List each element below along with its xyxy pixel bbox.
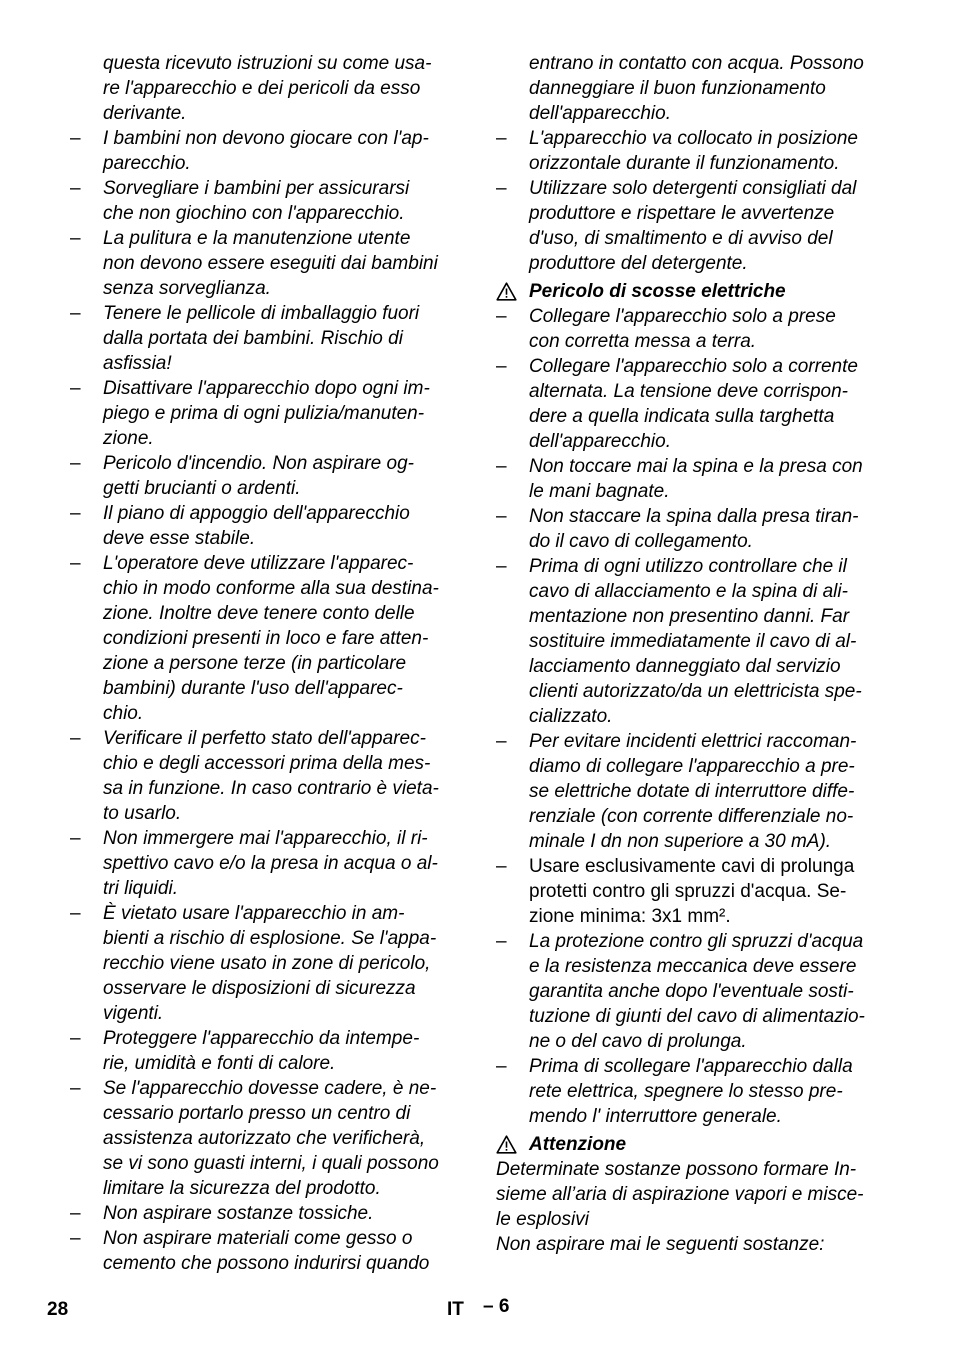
- list-item: [70, 826, 465, 901]
- list-bullet-dash: –: [70, 1203, 81, 1224]
- text-line: Se l'apparecchio dovesse cadere, è ne-: [103, 1078, 437, 1099]
- text-line: Utilizzare solo detergenti consigliati dal: [529, 178, 857, 199]
- text-line: mendo l' interruttore generale.: [529, 1106, 782, 1127]
- list-bullet-dash: –: [496, 506, 507, 527]
- text-line: dalla portata dei bambini. Rischio di: [103, 328, 403, 349]
- list-bullet-dash: –: [70, 1028, 81, 1049]
- text-line: tri liquidi.: [103, 878, 178, 899]
- text-line: sieme all’aria di aspirazione vapori e misce-: [496, 1184, 864, 1205]
- list-item: [496, 304, 896, 354]
- list-bullet-dash: –: [70, 378, 81, 399]
- text-line: le esplosivi: [496, 1209, 589, 1230]
- text-line: dell'apparecchio.: [529, 103, 671, 124]
- continuation-text: [496, 51, 896, 126]
- language-code: IT: [447, 1299, 464, 1320]
- text-line: Non immergere mai l'apparecchio, il ri-: [103, 828, 428, 849]
- list-bullet-dash: –: [70, 128, 81, 149]
- text-line: È vietato usare l'apparecchio in am-: [103, 903, 405, 924]
- text-line: questa ricevuto istruzioni su come usa-: [103, 53, 432, 74]
- list-item: [70, 726, 465, 826]
- page-number: 28: [47, 1299, 69, 1320]
- text-line: cessario portarlo presso un centro di: [103, 1103, 411, 1124]
- text-line: deve esse stabile.: [103, 528, 256, 549]
- text-line: rie, umidità e fonti di calore.: [103, 1053, 336, 1074]
- text-line: lacciamento danneggiato dal servizio: [529, 656, 841, 677]
- text-line: garantita anche dopo l'eventuale sosti-: [529, 981, 854, 1002]
- list-item: [496, 554, 896, 729]
- text-line: Usare esclusivamente cavi di prolunga: [529, 856, 855, 877]
- list-bullet-dash: –: [496, 356, 507, 377]
- heading-text: Pericolo di scosse elettriche: [529, 281, 786, 302]
- text-line: non devono essere eseguiti dai bambini: [103, 253, 438, 274]
- text-line: cemento che possono indurirsi quando: [103, 1253, 430, 1274]
- list-item: [496, 126, 896, 176]
- text-line: L'operatore deve utilizzare l'apparec-: [103, 553, 414, 574]
- text-line: renziale (con corrente differenziale no-: [529, 806, 854, 827]
- text-line: se vi sono guasti interni, i quali possono: [103, 1153, 439, 1174]
- text-line: Disattivare l'apparecchio dopo ogni im-: [103, 378, 430, 399]
- text-line: Verificare il perfetto stato dell'apparec-: [103, 728, 426, 749]
- text-line: osservare le disposizioni di sicurezza: [103, 978, 416, 999]
- list-bullet-dash: –: [496, 178, 507, 199]
- list-bullet-dash: –: [70, 728, 81, 749]
- list-item: [70, 1026, 465, 1076]
- text-line: piego e prima di ogni pulizia/manuten-: [103, 403, 425, 424]
- text-line: mentazione non presentino danni. Far: [529, 606, 850, 627]
- text-line: che non giochino con l'apparecchio.: [103, 203, 405, 224]
- continuation-text: [70, 51, 465, 126]
- text-line: chio e degli accessori prima della mes-: [103, 753, 431, 774]
- list-item: [70, 451, 465, 501]
- text-line: asfissia!: [103, 353, 172, 374]
- text-line: le mani bagnate.: [529, 481, 670, 502]
- heading-text: Attenzione: [529, 1134, 627, 1155]
- list-bullet-dash: –: [70, 903, 81, 924]
- text-line: tuzione di giunti del cavo di alimentazio-: [529, 1006, 865, 1027]
- list-item: [70, 301, 465, 376]
- warning-triangle-icon: [496, 282, 517, 301]
- list-item: [70, 501, 465, 551]
- list-item: [70, 376, 465, 451]
- text-line: Non aspirare materiali come gesso o: [103, 1228, 413, 1249]
- list-bullet-dash: –: [496, 1056, 507, 1077]
- safety-list: [496, 126, 896, 276]
- list-item: [70, 126, 465, 176]
- list-bullet-dash: –: [496, 931, 507, 952]
- list-bullet-dash: –: [70, 178, 81, 199]
- list-item: [70, 176, 465, 226]
- list-bullet-dash: –: [496, 556, 507, 577]
- left-column: [70, 51, 465, 1276]
- list-item: [496, 354, 896, 454]
- list-item: [496, 176, 896, 276]
- text-line: con corretta messa a terra.: [529, 331, 757, 352]
- text-line: zione. Inoltre deve tenere conto delle: [103, 603, 415, 624]
- list-bullet-dash: –: [496, 456, 507, 477]
- safety-list: [496, 304, 896, 1129]
- text-line: zione minima: 3x1 mm².: [529, 906, 731, 927]
- text-line: d'uso, di smaltimento e di avviso del: [529, 228, 833, 249]
- text-line: La protezione contro gli spruzzi d'acqua: [529, 931, 864, 952]
- text-line: clienti autorizzato/da un elettricista spe-: [529, 681, 862, 702]
- text-line: Determinate sostanze possono formare In-: [496, 1159, 857, 1180]
- text-line: diamo di collegare l'apparecchio a pre-: [529, 756, 855, 777]
- list-bullet-dash: –: [70, 453, 81, 474]
- list-bullet-dash: –: [496, 856, 507, 877]
- text-line: protetti contro gli spruzzi d'acqua. Se-: [529, 881, 847, 902]
- text-line: ne o del cavo di prolunga.: [529, 1031, 747, 1052]
- text-line: Il piano di appoggio dell'apparecchio: [103, 503, 410, 524]
- attention-paragraph: [496, 1157, 896, 1257]
- text-line: recchio viene usato in zone di pericolo,: [103, 953, 431, 974]
- text-line: minale I dn non superiore a 30 mA).: [529, 831, 832, 852]
- section-heading-attention: [496, 1132, 896, 1157]
- right-column: [496, 51, 896, 1257]
- list-bullet-dash: –: [70, 303, 81, 324]
- text-line: dere a quella indicata sulla targhetta: [529, 406, 835, 427]
- text-line: entrano in contatto con acqua. Possono: [529, 53, 864, 74]
- text-line: Non staccare la spina dalla presa tiran-: [529, 506, 859, 527]
- text-line: parecchio.: [103, 153, 191, 174]
- text-line: sa in funzione. In caso contrario è vieta-: [103, 778, 439, 799]
- text-line: do il cavo di collegamento.: [529, 531, 753, 552]
- list-bullet-dash: –: [496, 306, 507, 327]
- section-heading-electric-shock: [496, 279, 896, 304]
- text-line: alternata. La tensione deve corrispon-: [529, 381, 848, 402]
- text-line: Proteggere l'apparecchio da intempe-: [103, 1028, 420, 1049]
- text-line: Non aspirare mai le seguenti sostanze:: [496, 1234, 825, 1255]
- list-bullet-dash: –: [70, 553, 81, 574]
- list-item: [70, 226, 465, 301]
- text-line: cavo di allacciamento e la spina di ali-: [529, 581, 848, 602]
- safety-list: [70, 126, 465, 1276]
- text-line: condizioni presenti in loco e fare atten-: [103, 628, 429, 649]
- list-item: [496, 504, 896, 554]
- text-line: getti brucianti o ardenti.: [103, 478, 301, 499]
- text-line: Prima di scollegare l'apparecchio dalla: [529, 1056, 853, 1077]
- list-item: [70, 551, 465, 726]
- text-line: derivante.: [103, 103, 187, 124]
- text-line: senza sorveglianza.: [103, 278, 271, 299]
- text-line: La pulitura e la manutenzione utente: [103, 228, 411, 249]
- list-item: [496, 854, 896, 929]
- text-line: se elettriche dotate di interruttore diffe-: [529, 781, 855, 802]
- text-line: L'apparecchio va collocato in posizione: [529, 128, 858, 149]
- list-item: [496, 1054, 896, 1129]
- text-line: produttore e rispettare le avvertenze: [529, 203, 835, 224]
- text-line: Collegare l'apparecchio solo a prese: [529, 306, 836, 327]
- list-item: [496, 929, 896, 1054]
- text-line: assistenza autorizzato che verificherà,: [103, 1128, 426, 1149]
- text-line: Sorvegliare i bambini per assicurarsi: [103, 178, 410, 199]
- text-line: bienti a rischio di esplosione. Se l'appa-: [103, 928, 437, 949]
- list-item: [496, 454, 896, 504]
- text-line: re l'apparecchio e dei pericoli da esso: [103, 78, 421, 99]
- list-bullet-dash: –: [496, 731, 507, 752]
- list-item: [70, 1076, 465, 1201]
- text-line: Non toccare mai la spina e la presa con: [529, 456, 863, 477]
- list-bullet-dash: –: [70, 1228, 81, 1249]
- text-line: I bambini non devono giocare con l'ap-: [103, 128, 429, 149]
- warning-triangle-icon: [496, 1135, 517, 1154]
- text-line: Tenere le pellicole di imballaggio fuori: [103, 303, 420, 324]
- text-line: zione.: [103, 428, 154, 449]
- text-line: bambini) durante l'uso dell'apparec-: [103, 678, 403, 699]
- text-line: orizzontale durante il funzionamento.: [529, 153, 840, 174]
- text-line: e la resistenza meccanica deve essere: [529, 956, 857, 977]
- section-page-number: – 6: [483, 1296, 510, 1317]
- text-line: chio.: [103, 703, 144, 724]
- text-line: Prima di ogni utilizzo controllare che il: [529, 556, 847, 577]
- text-line: Non aspirare sostanze tossiche.: [103, 1203, 374, 1224]
- list-bullet-dash: –: [70, 1078, 81, 1099]
- text-line: produttore del detergente.: [529, 253, 748, 274]
- text-line: danneggiare il buon funzionamento: [529, 78, 826, 99]
- list-item: [70, 1201, 465, 1226]
- text-line: vigenti.: [103, 1003, 164, 1024]
- text-line: limitare la sicurezza del prodotto.: [103, 1178, 381, 1199]
- text-line: rete elettrica, spegnere lo stesso pre-: [529, 1081, 843, 1102]
- list-bullet-dash: –: [70, 228, 81, 249]
- text-line: Per evitare incidenti elettrici raccoman-: [529, 731, 857, 752]
- list-bullet-dash: –: [70, 503, 81, 524]
- text-line: Collegare l'apparecchio solo a corrente: [529, 356, 858, 377]
- list-bullet-dash: –: [70, 828, 81, 849]
- list-bullet-dash: –: [496, 128, 507, 149]
- text-line: cializzato.: [529, 706, 613, 727]
- text-line: zione a persone terze (in particolare: [103, 653, 407, 674]
- text-line: dell'apparecchio.: [529, 431, 671, 452]
- text-line: to usarlo.: [103, 803, 182, 824]
- list-item: [70, 1226, 465, 1276]
- list-item: [70, 901, 465, 1026]
- text-line: sostituire immediatamente il cavo di al-: [529, 631, 857, 652]
- list-item: [496, 729, 896, 854]
- text-line: Pericolo d'incendio. Non aspirare og-: [103, 453, 414, 474]
- text-line: spettivo cavo e/o la presa in acqua o al-: [103, 853, 438, 874]
- text-line: chio in modo conforme alla sua destina-: [103, 578, 439, 599]
